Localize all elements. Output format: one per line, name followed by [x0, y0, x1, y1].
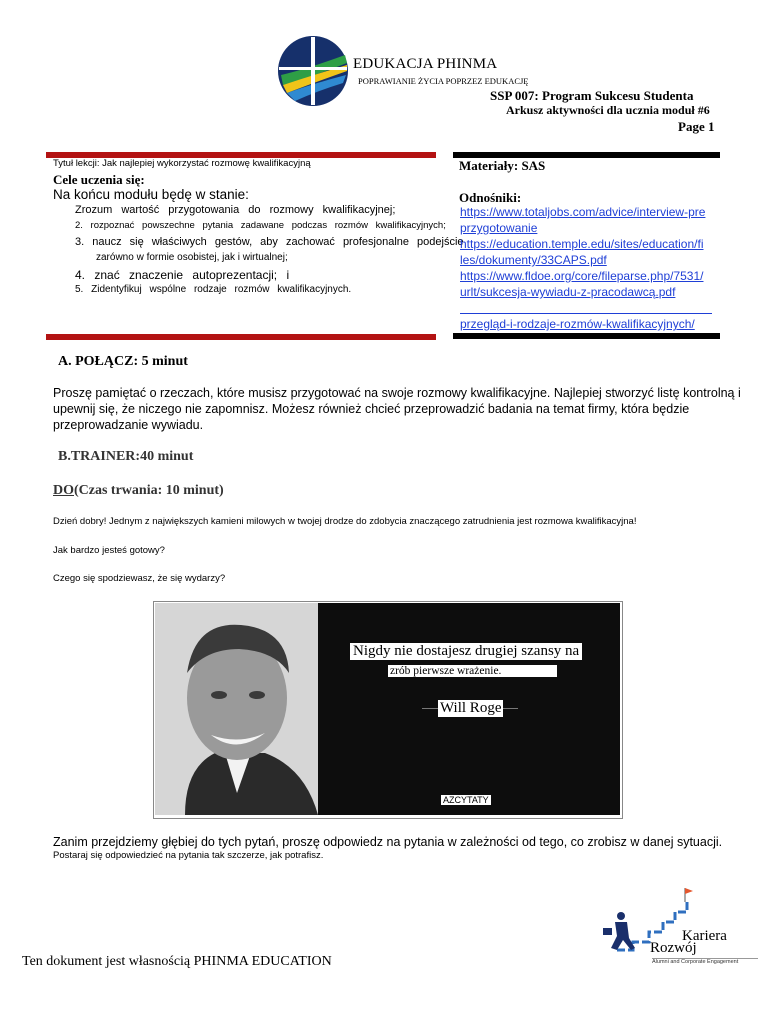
bottom-black-bar — [453, 333, 720, 339]
do-heading — [53, 483, 224, 499]
ref-link-4-cont[interactable]: przegląd-i-rodzaje-rozmów-kwalifikacyjnych/ — [460, 317, 695, 331]
quote-author: Will Roge — [440, 700, 502, 716]
references-heading: Odnośniki: — [459, 190, 522, 205]
career-word-1: Kariera — [682, 928, 727, 944]
program-title: SSP 007: Program Sukcesu Studenta — [490, 88, 694, 103]
quote-source: AZCYTATY — [443, 795, 489, 805]
objective-2: 2. rozpoznać powszechne pytania zadawane podczas rozmów kwalifikacyjnych; — [75, 220, 446, 231]
reference-links — [460, 204, 712, 332]
quote-line-2: zrób pierwsze wrażenie. — [388, 665, 557, 677]
question-greeting: Dzień dobry! Jednym z największych kamieni milowych w twojej drodze do zdobycia znaczącego zatrudnienia jest rozmowa kwalifikacyjna! — [53, 516, 637, 527]
do-label: DO — [53, 483, 74, 498]
section-a-title: A. POŁĄCZ: 5 minut — [58, 354, 188, 369]
quote-line-1: Nigdy nie dostajesz drugiej szansy na — [350, 643, 582, 660]
goals-heading: Cele uczenia się: — [53, 172, 145, 187]
brand-tagline: POPRAWIANIE ŻYCIA POPRZEZ EDUKACJĘ — [358, 76, 529, 86]
bottom-red-bar — [46, 334, 436, 340]
ref-link-1-cont[interactable]: przygotowanie — [460, 221, 538, 235]
objective-4: 4. znać znaczenie autoprezentacji; i — [75, 268, 290, 282]
materials-heading: Materiały: SAS — [459, 158, 546, 173]
page-number: Page 1 — [678, 119, 715, 134]
objective-1: Zrozum wartość przygotowania do rozmowy kwalifikacyjnej; — [75, 204, 396, 216]
lesson-title: Tytuł lekcji: Jak najlepiej wykorzystać rozmowę kwalifikacyjną — [53, 158, 311, 169]
sheet-title: Arkusz aktywności dla ucznia moduł #6 — [506, 103, 710, 117]
objective-3: 3. naucz się właściwych gestów, aby zachować profesjonalne podejście — [75, 236, 464, 248]
question-ready: Jak bardzo jesteś gotowy? — [53, 545, 165, 556]
will-rogers-portrait-photo — [155, 603, 318, 815]
objective-3-cont: zarówno w formie osobistej, jak i wirtualnej; — [96, 252, 288, 263]
goals-intro: Na końcu modułu będę w stanie: — [53, 187, 249, 202]
closing-line-2: Postaraj się odpowiedzieć na pytania tak szczerze, jak potrafisz. — [53, 850, 324, 861]
objective-5: 5. Zidentyfikuj wspólne rodzaje rozmów kwalifikacyjnych. — [75, 284, 352, 295]
section-b-title: B.TRAINER:40 minut — [58, 449, 194, 464]
closing-line-1: Zanim przejdziemy głębiej do tych pytań, proszę odpowiedz na pytania w zależności od tego, co zrobisz w danej sytuacji. — [53, 835, 723, 849]
do-duration: (Czas trwania: 10 minut) — [74, 483, 224, 498]
ref-link-3-cont[interactable]: urlt/sukcesja-wywiadu-z-pracodawcą.pdf — [460, 285, 676, 299]
career-word-2: Rozwój — [650, 940, 697, 956]
career-subtitle: Alumni and Corporate Engagement — [652, 959, 739, 965]
brand-name: EDUKACJA PHINMA — [353, 56, 498, 72]
ownership-note: Ten dokument jest własnością PHINMA EDUCATION — [22, 954, 332, 969]
ref-link-2[interactable]: https://education.temple.edu/sites/education/fi — [460, 237, 704, 251]
question-expect: Czego się spodziewasz, że się wydarzy? — [53, 573, 226, 584]
ref-link-2-cont[interactable]: les/dokumenty/33CAPS.pdf — [460, 253, 607, 267]
phinma-logo-icon — [277, 35, 349, 107]
section-a-text: Proszę pamiętać o rzeczach, które musisz przygotować na swoje rozmowy kwalifikacyjne. Najlepiej stworzyć listę kontrolną i upewnij się, że niczego nie zapomnisz. Możesz również chcieć przeprowadzić badania na temat firmy, która będzie przeprowadzanie wywiadu. — [53, 386, 741, 432]
ref-link-3[interactable]: https://www.fldoe.org/core/fileparse.php/7531/ — [460, 269, 704, 283]
ref-link-4[interactable] — [460, 300, 712, 314]
ref-link-1[interactable]: https://www.totaljobs.com/advice/interview-pre — [460, 205, 706, 219]
